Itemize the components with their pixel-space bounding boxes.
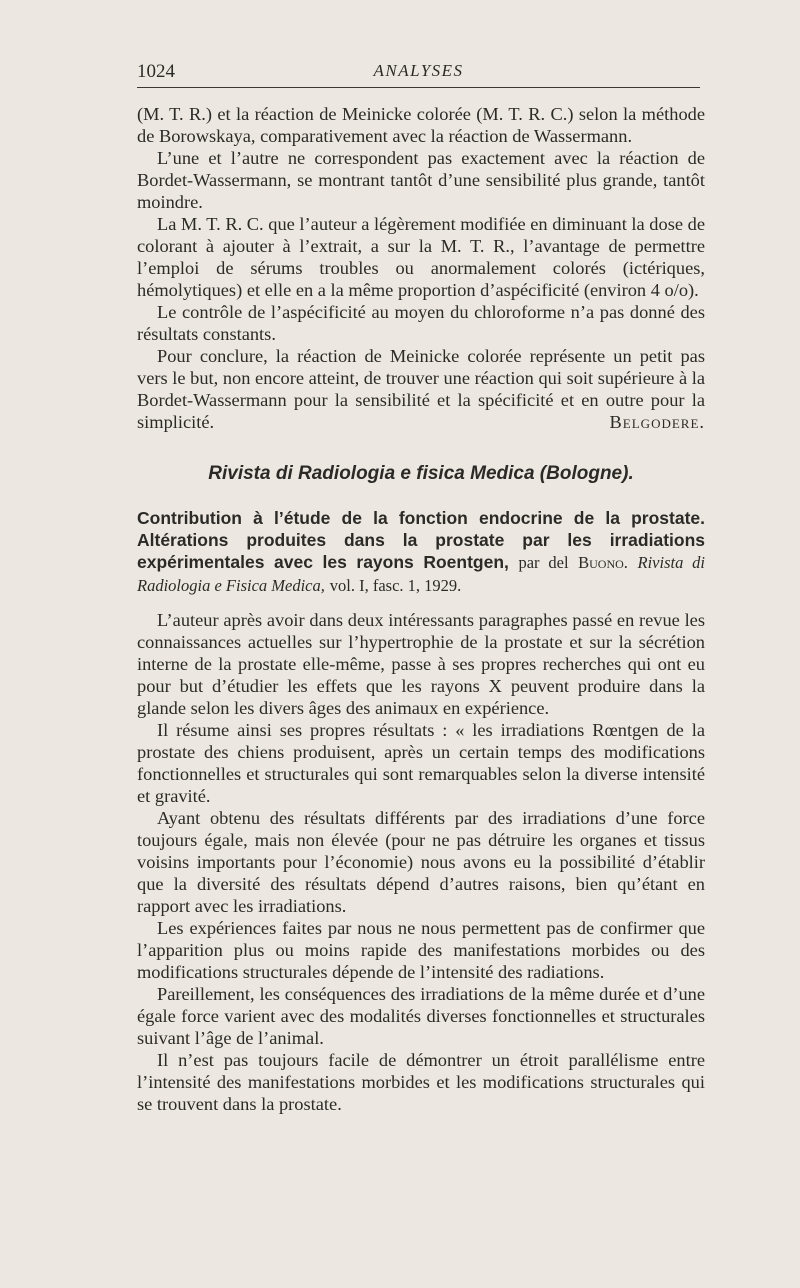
paragraph: Pareillement, les conséquences des irradiations de la même durée et d’une égale force varient avec des modalités diverses fonctionnelles et structurales suivant l’âge de l’animal. [137, 984, 705, 1048]
running-head: ANALYSES [373, 61, 464, 80]
article-heading [137, 507, 705, 597]
paragraph: Il résume ainsi ses propres résultats : « les irradiations Rœntgen de la prostate des chiens produisent, après un certain temps des modifications fonctionnelles et structurales qui sont remarquables selon la diverse intensité et gravité. [137, 720, 705, 806]
paragraph-text: Pour conclure, la réaction de Meinicke colorée représente un petit pas vers le but, non encore atteint, de trouver une réaction qui soit supérieure à la Bordet-Wassermann pour la sensibilité et la spécificité et en outre pour la simplicité. [137, 346, 705, 432]
paragraph: La M. T. R. C. que l’auteur a légèrement modifiée en diminuant la dose de colorant à ajouter à l’extrait, a sur la M. T. R., l’avantage de permettre l’emploi de sérums troubles ou anormalement colorés (ictériques, hémolytiques) et elle en a la même proportion d’aspécificité (environ 4 o/o). [137, 214, 705, 300]
ref-par: par del [518, 553, 569, 572]
paragraph: Le contrôle de l’aspécificité au moyen du chloroforme n’a pas donné des résultats constants. [137, 302, 705, 344]
page-number: 1024 [137, 61, 175, 82]
journal-title: Rivista di Radiologia e fisica Medica (Bologne). [208, 463, 634, 484]
paragraph: L’une et l’autre ne correspondent pas exactement avec la réaction de Bordet-Wassermann, se montrant tantôt d’une sensibilité plus grande, tantôt moindre. [137, 148, 705, 212]
ref-author: Buono. [578, 553, 628, 572]
page-header [137, 57, 700, 88]
paragraph: Il n’est pas toujours facile de démontrer un étroit parallélisme entre l’intensité des manifestations morbides et les modifications structurales qui se trouvent dans la prostate. [137, 1050, 705, 1114]
paragraph: L’auteur après avoir dans deux intéressants paragraphes passé en revue les connaissances actuelles sur l’hypertrophie de la prostate et sur la sécrétion interne de la prostate elle-même, passe à ses propres recherches qui ont eu pour but d’étudier les effets que les rayons X peuvent produire dans la glande selon les divers âges des animaux en expérience. [137, 610, 705, 718]
article-title: Contribution à l’étude de la fonction endocrine de la prostate. Altérations produites dans la prostate par les irradiations expérimentales avec les rayons Roentgen, [137, 508, 705, 572]
ref-details: vol. I, fasc. 1, 1929. [329, 576, 462, 595]
ref-journal: Rivista di Radiologia e Fisica Medica, [137, 553, 705, 595]
paragraph: Les expériences faites par nous ne nous permettent pas de confirmer que l’apparition plus ou moins rapide des manifestations morbides ou des modifications structurales dépende de l’intensité des radiations. [137, 918, 705, 982]
paragraph: (M. T. R.) et la réaction de Meinicke colorée (M. T. R. C.) selon la méthode de Borowskaya, comparativement avec la réaction de Wassermann. [137, 104, 705, 146]
signature: Belgodere. [609, 412, 705, 432]
paragraph: Ayant obtenu des résultats différents par des irradiations d’une force toujours égale, mais non élevée (pour ne pas détruire les organes et tissus voisins importants pour l’économie) nous avons eu la possibilité d’établir que la diversité des résultats dépend d’autres raisons, bien qu’étant en rapport avec les irradiations. [137, 808, 705, 916]
page-body [137, 103, 705, 1115]
paragraph-with-signature [137, 345, 705, 433]
